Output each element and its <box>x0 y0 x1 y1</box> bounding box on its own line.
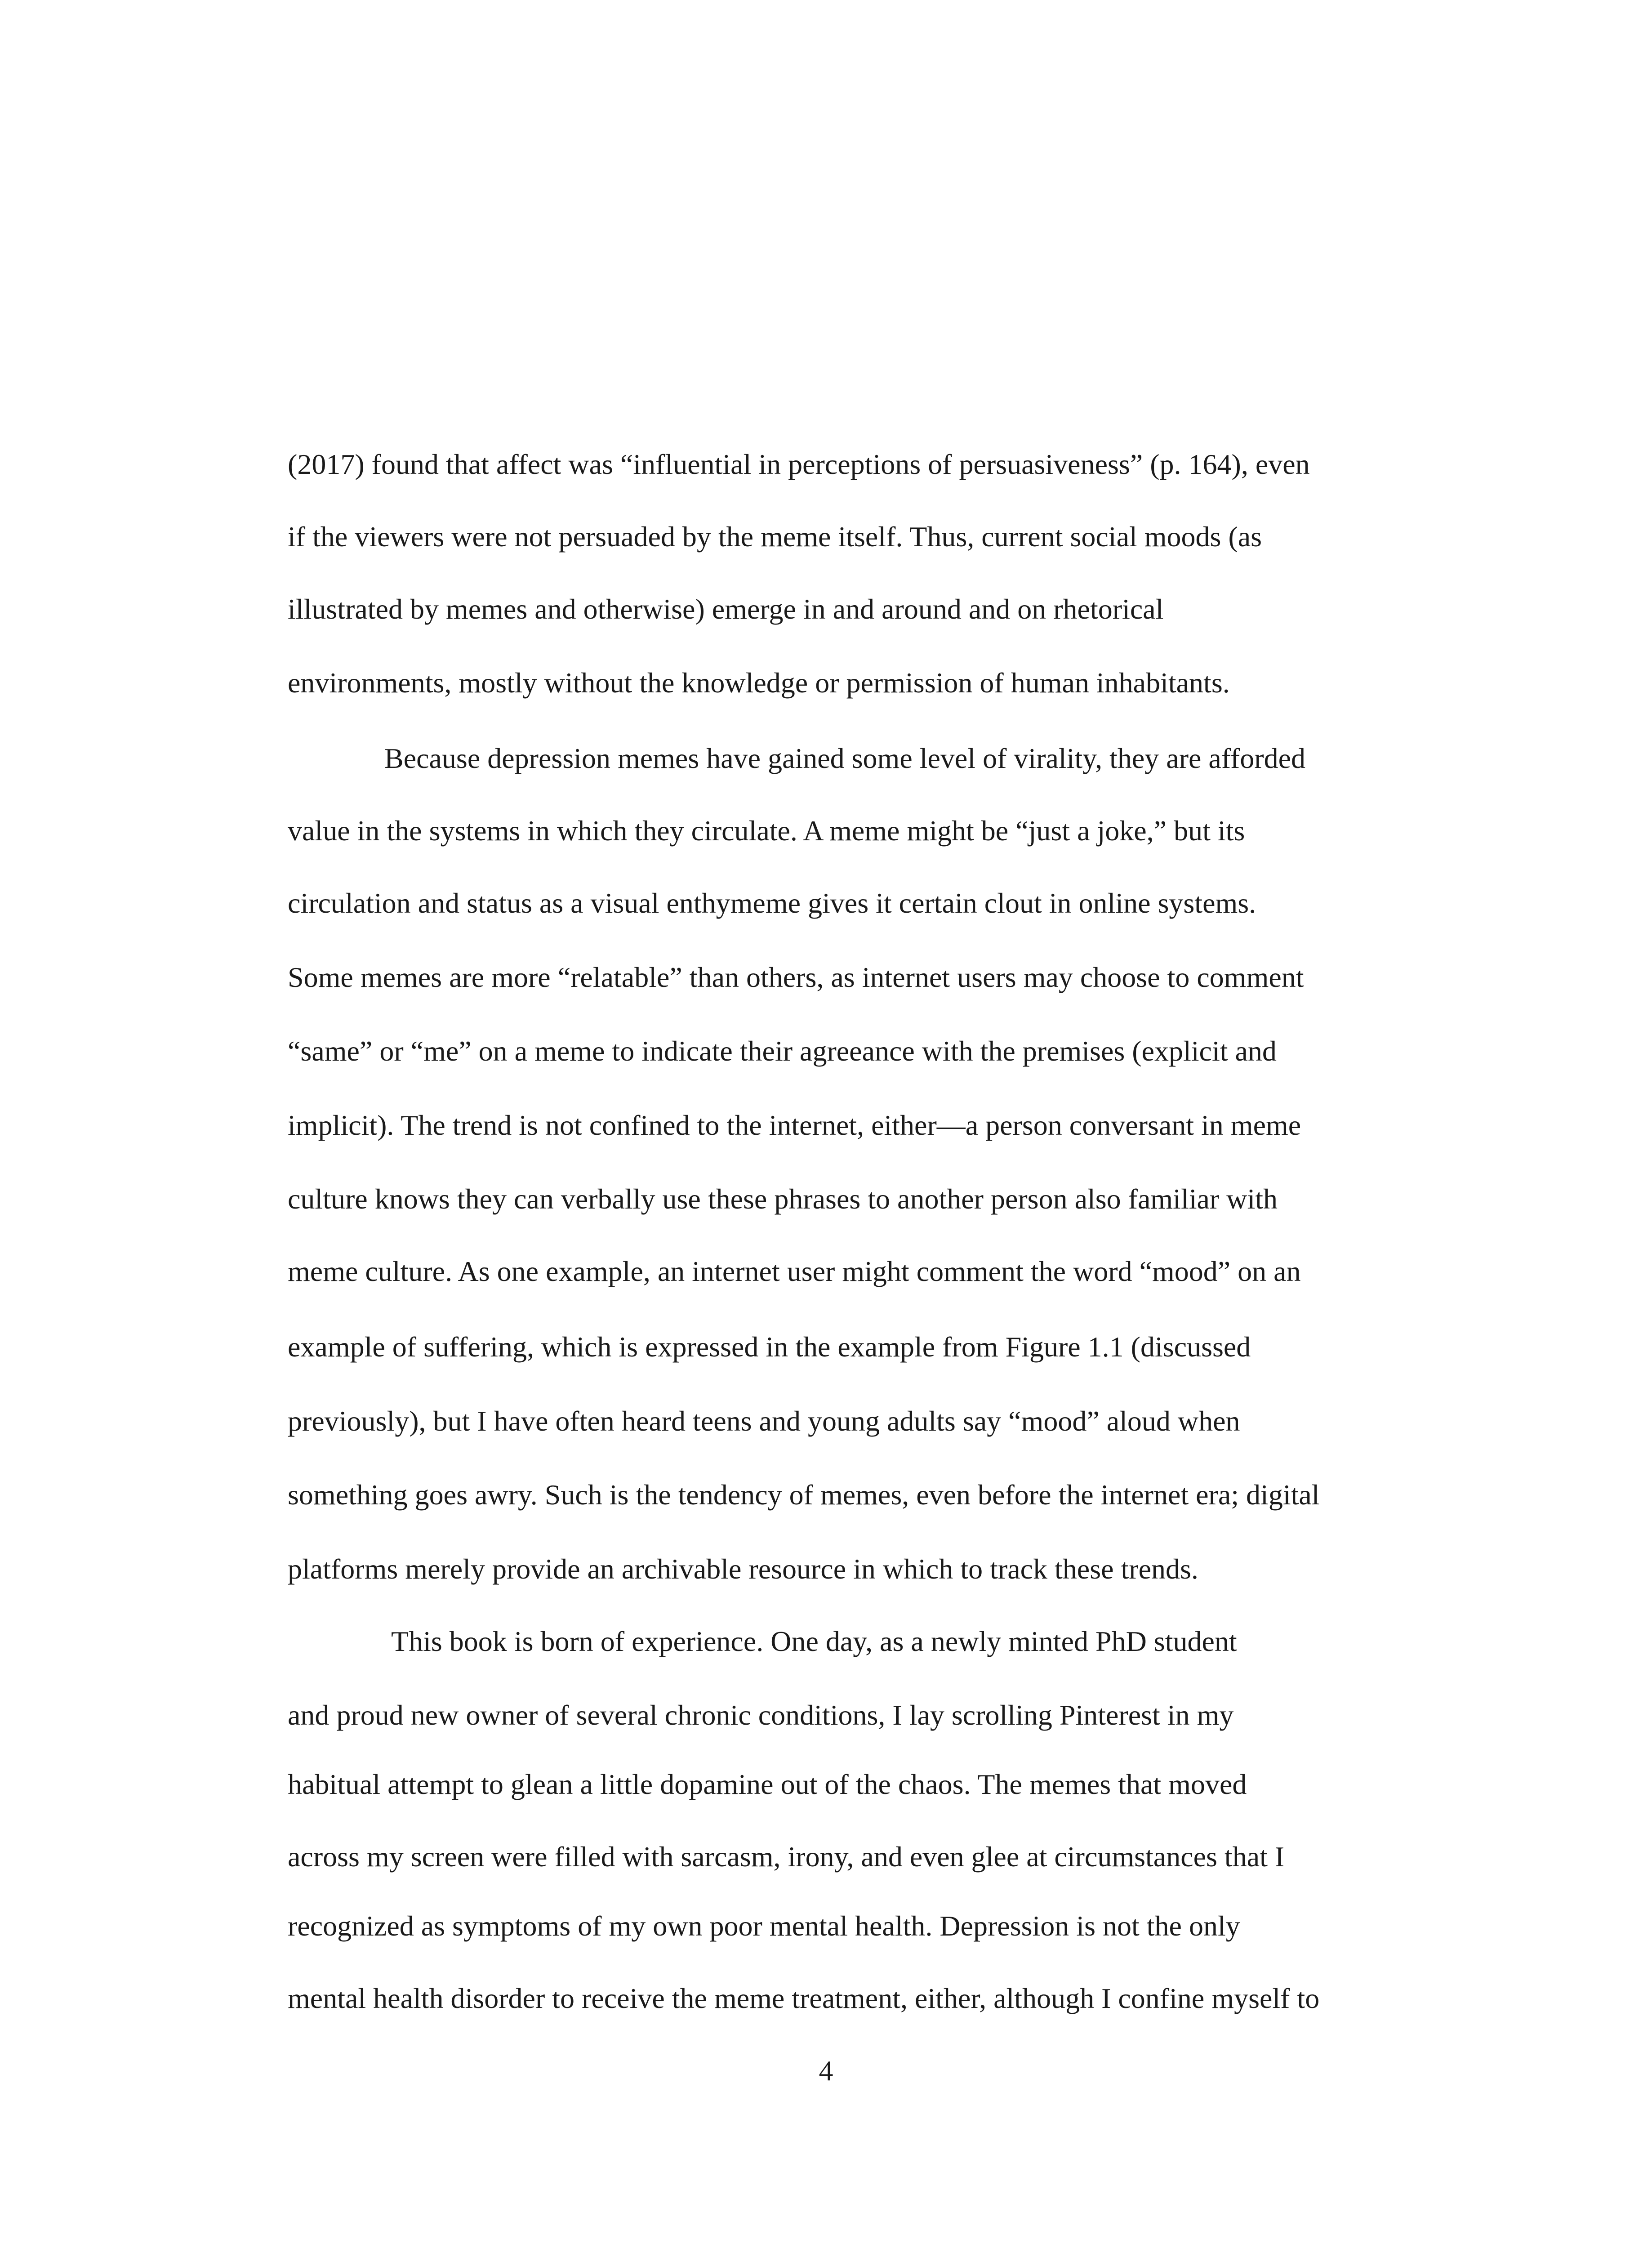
paragraph-first-line: Because depression memes have gained some level of virality, they are afforded <box>384 742 1305 774</box>
text-line: recognized as symptoms of my own poor mental health. Depression is not the only <box>288 1910 1240 1942</box>
text-line: environments, mostly without the knowledge or permission of human inhabitants. <box>288 667 1230 699</box>
text-line: implicit). The trend is not confined to the internet, either—a person conversant in meme <box>288 1109 1301 1141</box>
text-line: circulation and status as a visual enthymeme gives it certain clout in online systems. <box>288 887 1256 919</box>
paragraph-first-line: This book is born of experience. One day, as a newly minted PhD student <box>391 1625 1237 1657</box>
page-number: 4 <box>819 2055 833 2087</box>
text-line: example of suffering, which is expressed in the example from Figure 1.1 (discussed <box>288 1331 1251 1363</box>
text-line: and proud new owner of several chronic conditions, I lay scrolling Pinterest in my <box>288 1699 1234 1731</box>
text-line: “same” or “me” on a meme to indicate their agreeance with the premises (explicit and <box>288 1035 1277 1067</box>
text-line: platforms merely provide an archivable resource in which to track these trends. <box>288 1553 1198 1585</box>
text-line: (2017) found that affect was “influential in perceptions of persuasiveness” (p. 164), even <box>288 448 1310 480</box>
text-line: meme culture. As one example, an internet user might comment the word “mood” on an <box>288 1255 1301 1287</box>
text-line: something goes awry. Such is the tendency of memes, even before the internet era; digital <box>288 1479 1320 1511</box>
text-line: Some memes are more “relatable” than others, as internet users may choose to comment <box>288 961 1304 993</box>
text-line: habitual attempt to glean a little dopamine out of the chaos. The memes that moved <box>288 1768 1247 1800</box>
text-line: if the viewers were not persuaded by the meme itself. Thus, current social moods (as <box>288 521 1262 553</box>
text-line: value in the systems in which they circulate. A meme might be “just a joke,” but its <box>288 815 1245 847</box>
text-line: culture knows they can verbally use these phrases to another person also familiar with <box>288 1183 1278 1215</box>
text-line: mental health disorder to receive the meme treatment, either, although I confine myself to <box>288 1982 1320 2014</box>
text-line: across my screen were filled with sarcasm, irony, and even glee at circumstances that I <box>288 1841 1285 1873</box>
text-line: previously), but I have often heard teens and young adults say “mood” aloud when <box>288 1405 1240 1437</box>
text-line: illustrated by memes and otherwise) emerge in and around and on rhetorical <box>288 593 1164 625</box>
